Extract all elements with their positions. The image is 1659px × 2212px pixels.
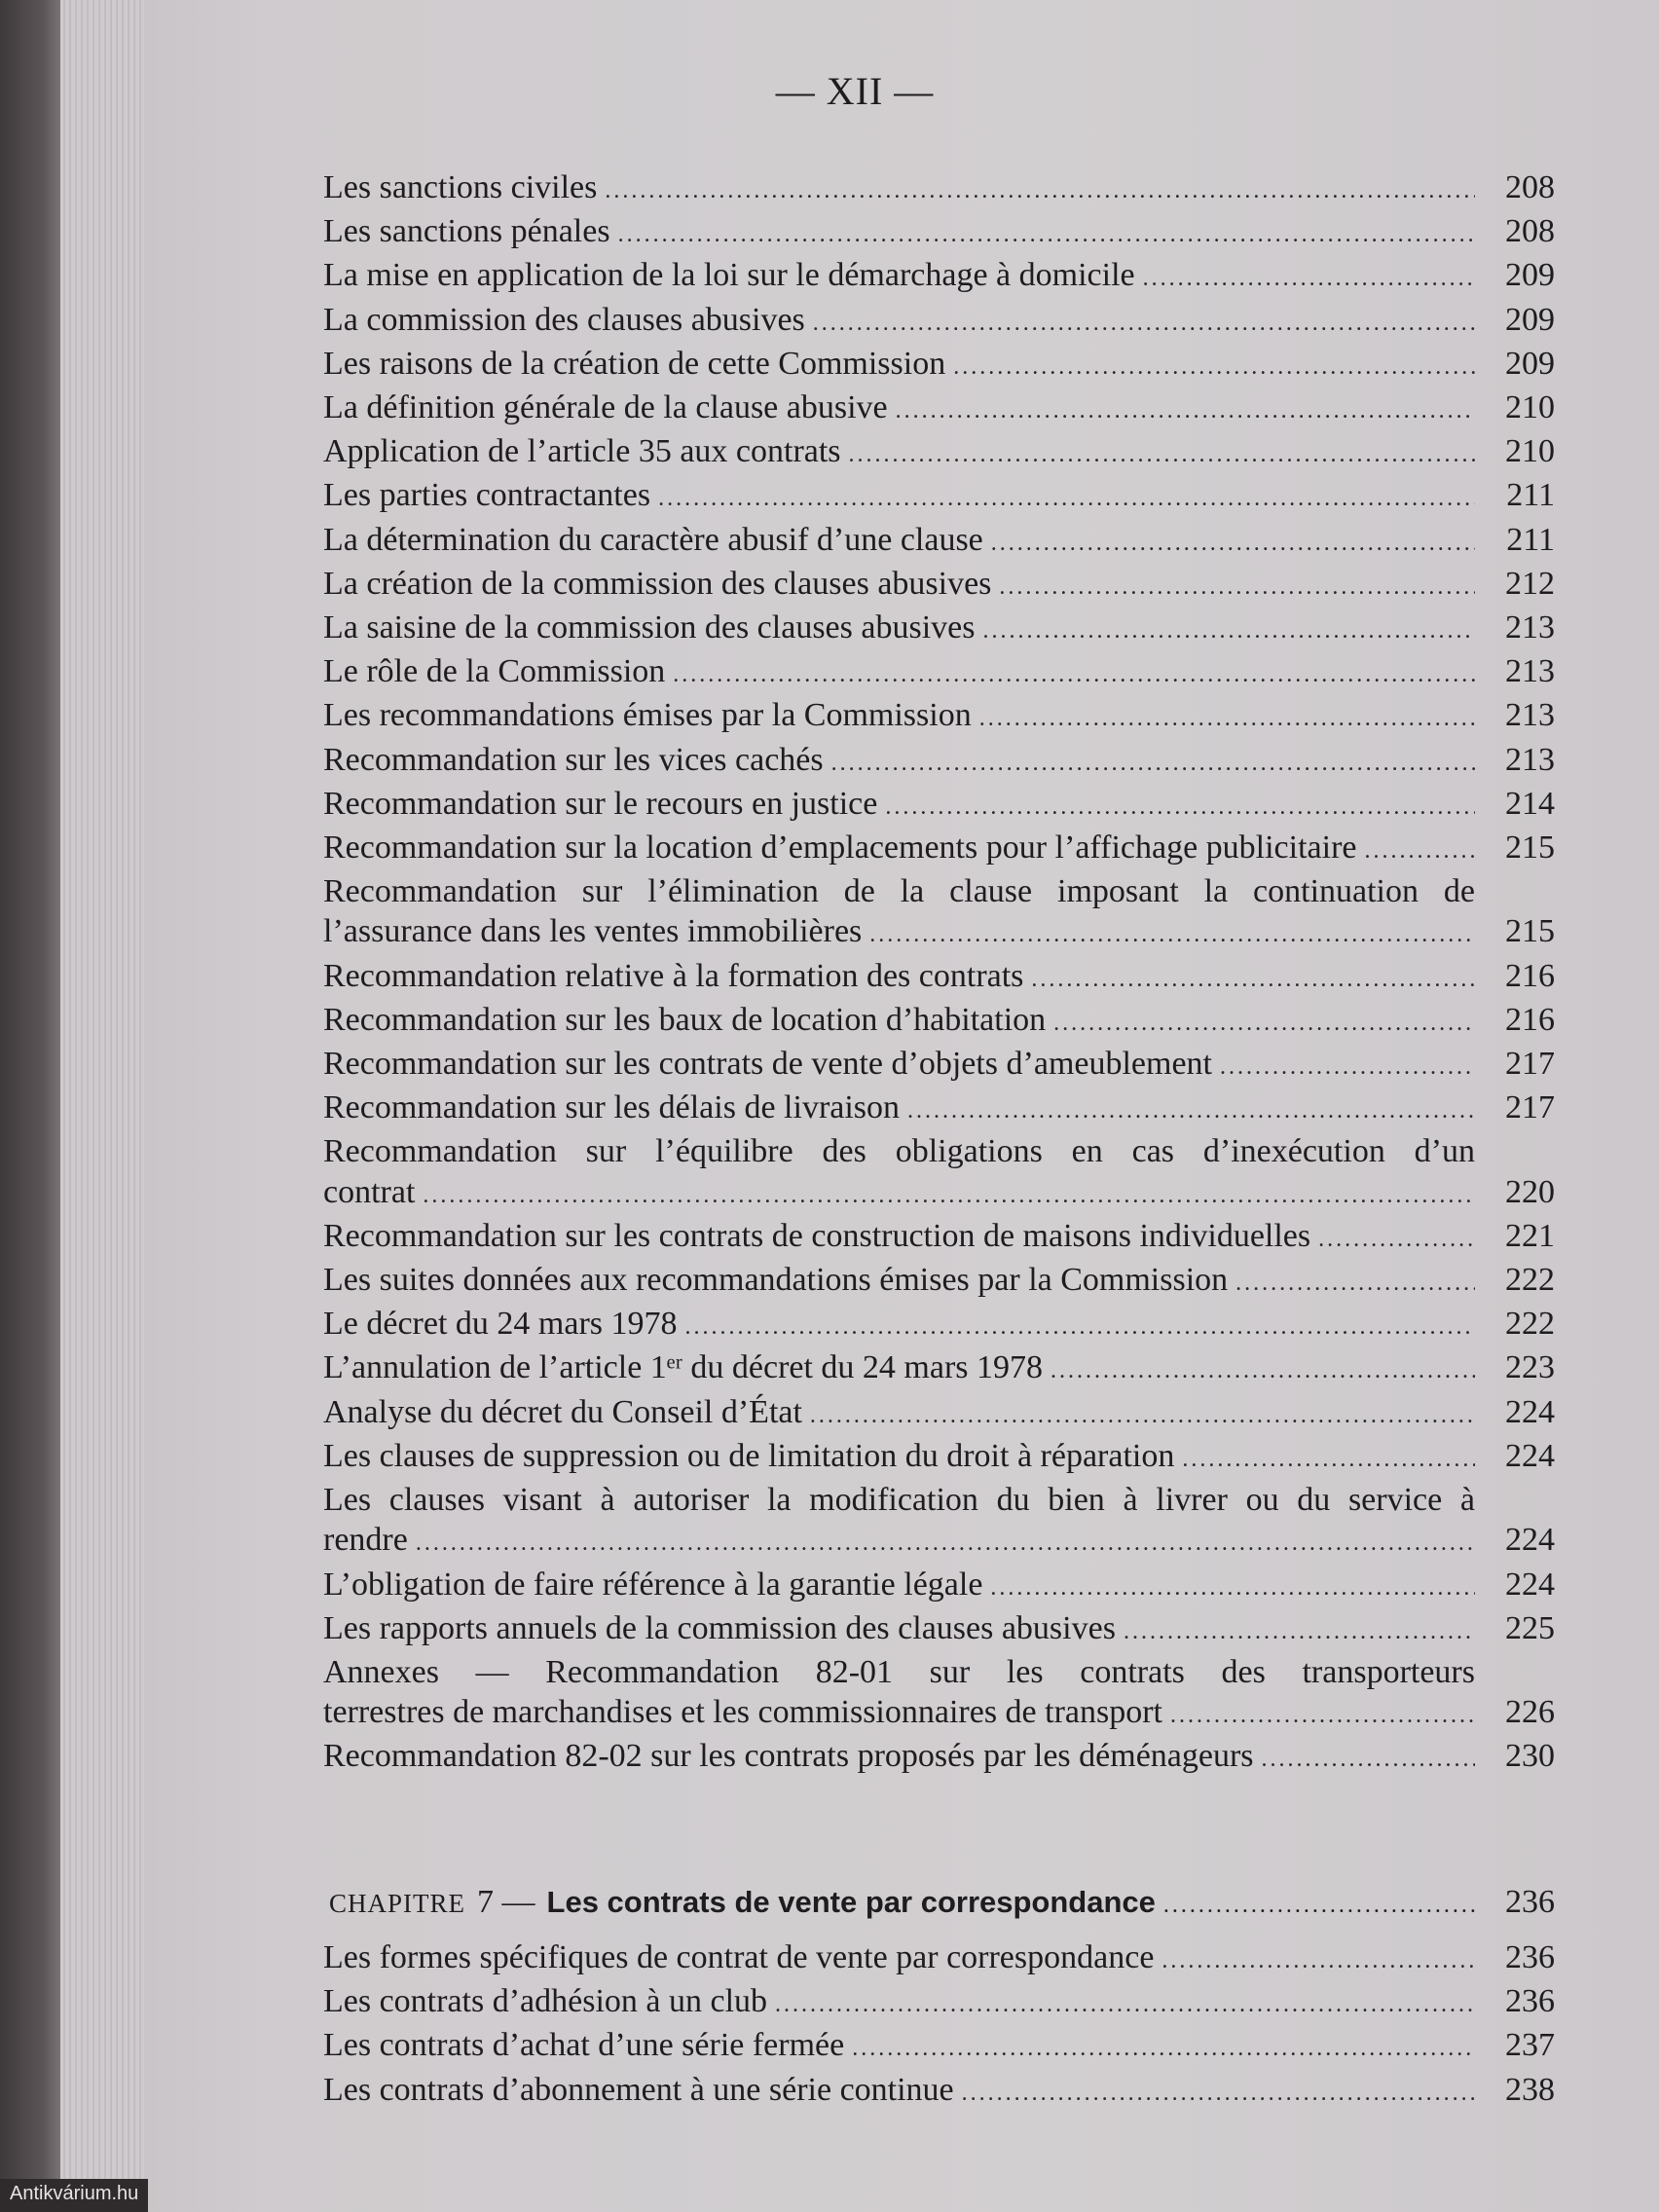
toc-entry: [323, 1981, 1555, 2025]
toc-entry-page: 225: [1505, 1609, 1555, 1646]
toc-entry-title: Les rapports annuels de la commission des clauses abusives: [323, 1609, 1116, 1646]
toc-entry: [323, 300, 1555, 344]
toc-entry: [323, 564, 1555, 608]
toc-entry-page: 214: [1505, 785, 1555, 822]
toc-entry-page: 222: [1505, 1262, 1555, 1299]
toc-entry: [323, 2025, 1555, 2069]
toc-entry-page: 209: [1505, 257, 1555, 294]
toc-entry-title: Application de l’article 35 aux contrats: [323, 433, 841, 470]
toc-entry-title: l’assurance dans les ventes immobilières: [323, 913, 863, 950]
dot-leader: [990, 1568, 1475, 1608]
toc-list-top: [323, 167, 1555, 1781]
dot-leader: [849, 435, 1475, 475]
toc-entry-title: Recommandation relative à la formation des contrats: [323, 957, 1024, 994]
toc-entry-page: 236: [1505, 1983, 1555, 2020]
toc-entry: [323, 1392, 1555, 1436]
toc-entry: [323, 1480, 1555, 1520]
toc-entry: [323, 1000, 1555, 1044]
toc-entry-page: 224: [1505, 1566, 1555, 1603]
toc-entry-page: 236: [1505, 1939, 1555, 1975]
toc-entry-page: 210: [1505, 433, 1555, 470]
dot-leader: [1124, 1612, 1475, 1652]
toc-entry-title: Recommandation sur les contrats de construction de maisons individuelles: [323, 1217, 1311, 1254]
toc-entry-title: L’annulation de l’article 1ᵉʳ du décret du 24 mars 1978: [323, 1349, 1044, 1386]
dot-leader: [953, 348, 1475, 387]
toc-entry-title: La saisine de la commission des clauses abusives: [323, 609, 976, 646]
page-edges: [60, 0, 148, 2212]
toc-entry-page: 238: [1505, 2071, 1555, 2108]
toc-entry-title: L’obligation de faire référence à la garantie légale: [323, 1566, 983, 1603]
toc-entry-page: 223: [1505, 1349, 1555, 1386]
toc-entry-title: Les recommandations émises par la Commission: [323, 697, 972, 734]
dot-leader: [982, 611, 1475, 651]
toc-entry-page: 213: [1505, 653, 1555, 690]
dot-leader: [1182, 1440, 1475, 1480]
dot-leader: [1161, 1941, 1475, 1981]
toc-entry-page: 224: [1505, 1437, 1555, 1474]
dot-leader: [1220, 1048, 1475, 1088]
chapter-number: 7 —: [477, 1884, 535, 1920]
toc-entry-title: La création de la commission des clauses abusives: [323, 565, 992, 602]
dot-leader: [1053, 1004, 1475, 1044]
toc-entry: [323, 344, 1555, 387]
dot-leader: [852, 2029, 1475, 2069]
toc-entry-title: Les clauses visant à autoriser la modification du bien à livrer ou du service à: [323, 1482, 1475, 1519]
toc-entry: [323, 1520, 1555, 1564]
toc-entry-title: Les clauses de suppression ou de limitation du droit à réparation: [323, 1437, 1175, 1474]
toc-entry-title: Les raisons de la création de cette Commission: [323, 345, 946, 382]
toc-entry-page: 215: [1505, 913, 1555, 950]
toc-entry-page: 217: [1505, 1046, 1555, 1083]
dot-leader: [885, 788, 1475, 828]
toc-entry: [323, 1131, 1555, 1171]
dot-leader: [1051, 1351, 1475, 1391]
dot-leader: [999, 568, 1475, 608]
toc-entry: [323, 167, 1555, 211]
dot-leader: [869, 915, 1475, 955]
toc-entry-page: 222: [1505, 1306, 1555, 1343]
toc-entry: [323, 1692, 1555, 1736]
dot-leader: [1170, 1696, 1475, 1736]
dot-leader: [685, 1308, 1476, 1347]
toc-entry-title: Les parties contractantes: [323, 477, 651, 514]
toc-entry-title: contrat: [323, 1173, 416, 1210]
toc-entry: [323, 1937, 1555, 1981]
toc-entry: [323, 911, 1555, 955]
toc-entry-title: Analyse du décret du Conseil d’État: [323, 1393, 802, 1430]
toc-entry: [323, 387, 1555, 431]
toc-entry-title: Les sanctions civiles: [323, 169, 598, 205]
dot-leader: [673, 655, 1475, 695]
toc-entry: [323, 871, 1555, 911]
toc-entry: [323, 828, 1555, 871]
toc-entry: [323, 695, 1555, 739]
toc-entry-page: 213: [1505, 741, 1555, 778]
dot-leader: [658, 479, 1475, 519]
toc-entry-page: 237: [1505, 2027, 1555, 2064]
toc-entry: [323, 1088, 1555, 1131]
toc-entry: [323, 211, 1555, 255]
watermark: Antikvárium.hu: [0, 2179, 148, 2212]
dot-leader: [1143, 259, 1475, 299]
toc-entry-page: 211: [1506, 477, 1555, 514]
toc-entry: [323, 1216, 1555, 1260]
toc-entry-title: Les suites données aux recommandations émises par la Commission: [323, 1262, 1229, 1299]
toc-entry-title: La détermination du caractère abusif d’une clause: [323, 521, 983, 558]
toc-entry-page: 211: [1506, 521, 1555, 558]
toc-entry-title: Annexes — Recommandation 82-01 sur les contrats des transporteurs: [323, 1653, 1475, 1690]
toc-entry-title: La commission des clauses abusives: [323, 301, 805, 338]
toc-entry-title: rendre: [323, 1522, 408, 1559]
toc-entry-page: 230: [1505, 1738, 1555, 1775]
page-number: — XII —: [775, 69, 935, 113]
toc-entry-page: 213: [1505, 609, 1555, 646]
toc-entry: [323, 651, 1555, 695]
dot-leader: [618, 215, 1475, 255]
dot-leader: [979, 699, 1475, 739]
toc-entry-page: 213: [1505, 697, 1555, 734]
toc-entry: [323, 956, 1555, 1000]
toc-entry: [323, 608, 1555, 651]
toc-entry-title: Recommandation sur l’équilibre des obligations en cas d’inexécution d’un: [323, 1133, 1475, 1170]
chapter-title: Les contrats de vente par correspondance: [546, 1885, 1156, 1919]
dot-leader: [1262, 1740, 1475, 1780]
toc-entry: [323, 1172, 1555, 1216]
toc-entry-title: Recommandation sur les contrats de vente d’objets d’ameublement: [323, 1046, 1213, 1083]
dot-leader: [1031, 960, 1475, 1000]
toc-entry-page: 208: [1505, 213, 1555, 250]
toc-entry-page: 220: [1505, 1173, 1555, 1210]
toc-entry-title: La définition générale de la clause abusive: [323, 389, 888, 426]
toc-entry-page: 208: [1505, 169, 1555, 205]
toc-entry-page: 221: [1505, 1217, 1555, 1254]
toc-entry: [323, 1652, 1555, 1692]
toc-entry-page: 224: [1505, 1393, 1555, 1430]
toc-list-bottom: [323, 1937, 1555, 2114]
dot-leader: [962, 2074, 1475, 2114]
toc-entry-title: Recommandation 82-02 sur les contrats proposés par les déménageurs: [323, 1738, 1254, 1775]
dot-leader: [896, 391, 1475, 431]
toc-entry-page: 226: [1505, 1694, 1555, 1731]
toc-entry-title: terrestres de marchandises et les commissionnaires de transport: [323, 1694, 1163, 1731]
dot-leader: [810, 1396, 1475, 1436]
toc-entry: [323, 1260, 1555, 1304]
toc-entry-page: 217: [1505, 1089, 1555, 1126]
toc-entry-page: 209: [1505, 345, 1555, 382]
toc-entry-page: 224: [1505, 1522, 1555, 1559]
dot-leader: [907, 1091, 1475, 1131]
toc-entry: [323, 1436, 1555, 1480]
dot-leader: [1235, 1264, 1475, 1304]
toc-entry: [323, 1608, 1555, 1652]
toc-entry: [323, 520, 1555, 564]
dot-leader: [775, 1985, 1475, 2025]
toc-entry-page: 210: [1505, 389, 1555, 426]
dot-leader: [605, 171, 1475, 211]
book-page: [144, 0, 1659, 2212]
dot-leader: [416, 1524, 1475, 1564]
toc-entry-title: Les formes spécifiques de contrat de vente par correspondance: [323, 1939, 1155, 1975]
chapter-heading: [329, 1884, 1555, 1921]
toc-entry: [323, 255, 1555, 299]
toc-entry-title: Le décret du 24 mars 1978: [323, 1306, 678, 1343]
toc-entry-page: 209: [1505, 301, 1555, 338]
toc-entry-title: Les contrats d’adhésion à un club: [323, 1983, 768, 2020]
toc-entry-title: Recommandation sur le recours en justice: [323, 785, 878, 822]
toc-entry: [323, 475, 1555, 519]
toc-entry-title: Recommandation sur la location d’emplacements pour l’affichage publicitaire: [323, 830, 1357, 866]
toc-entry-page: 216: [1505, 957, 1555, 994]
toc-entry: [323, 2070, 1555, 2114]
book-spine: [0, 0, 60, 2212]
toc-entry-title: Recommandation sur les vices cachés: [323, 741, 824, 778]
toc-entry-title: Recommandation sur les baux de location d’habitation: [323, 1001, 1047, 1038]
toc-entry: [323, 784, 1555, 828]
toc-entry: [323, 1347, 1555, 1391]
chapter-page: 236: [1505, 1884, 1555, 1920]
dot-leader: [991, 524, 1475, 564]
toc-entry: [323, 740, 1555, 784]
toc-entry-title: Recommandation sur les délais de livraison: [323, 1089, 901, 1126]
toc-entry-page: 212: [1505, 565, 1555, 602]
toc-entry: [323, 1736, 1555, 1780]
toc-entry-title: Le rôle de la Commission: [323, 653, 666, 690]
toc-entry-page: 215: [1505, 830, 1555, 866]
toc-entry-title: La mise en application de la loi sur le démarchage à domicile: [323, 257, 1135, 294]
dot-leader: [1365, 831, 1476, 871]
toc-entry-title: Recommandation sur l’élimination de la clause imposant la continuation de: [323, 873, 1475, 910]
dot-leader: [1163, 1893, 1475, 1919]
dot-leader: [831, 744, 1475, 784]
toc-entry: [323, 431, 1555, 475]
toc-entry: [323, 1565, 1555, 1608]
dot-leader: [1318, 1220, 1475, 1260]
toc-entry: [323, 1304, 1555, 1347]
toc-entry-page: 216: [1505, 1001, 1555, 1038]
toc-entry-title: Les sanctions pénales: [323, 213, 610, 250]
toc-entry-title: Les contrats d’abonnement à une série continue: [323, 2071, 954, 2108]
chapter-label: CHAPITRE: [329, 1889, 466, 1918]
dot-leader: [813, 304, 1475, 344]
toc-entry-title: Les contrats d’achat d’une série fermée: [323, 2027, 845, 2064]
dot-leader: [423, 1176, 1475, 1216]
toc-entry: [323, 1044, 1555, 1088]
